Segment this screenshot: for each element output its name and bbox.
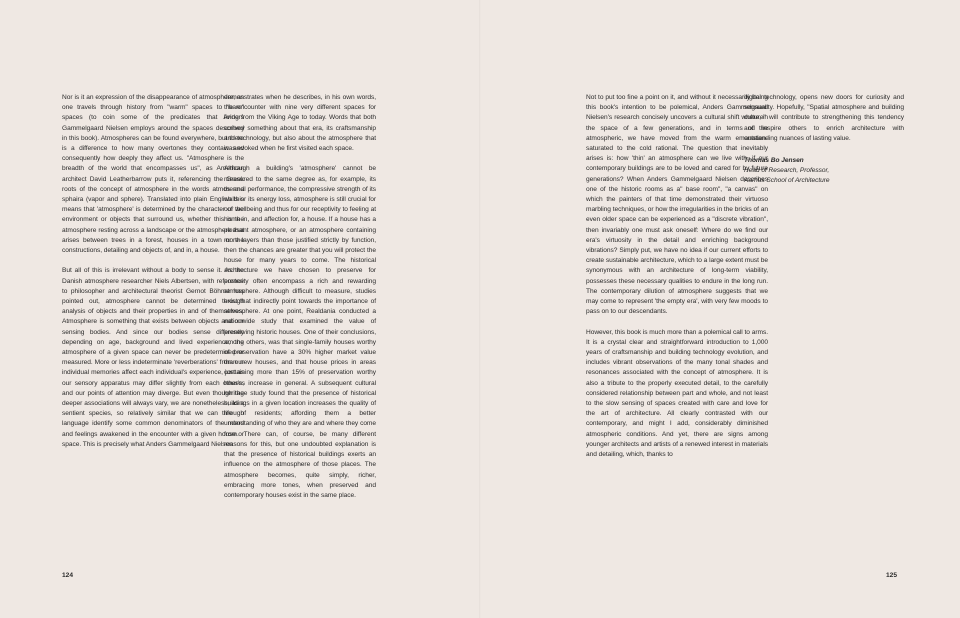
author-name: Thomas Bo Jensen: [744, 157, 804, 165]
right-column-1: [586, 93, 768, 470]
paragraph: digital technology, opens new doors for curiosity and sensuality. Hopefully, "Spatial atmosphere and building culture" will contribute to strengthening this tendency and inspire others to enrich architecture with outstanding nuances of lasting value.: [744, 94, 904, 142]
page-number-right: 125: [886, 572, 898, 579]
paragraph: But all of this is irrelevant without a body to sense it. As the Danish atmosphere researcher Niels Albertsen, with reference to philosopher and architectural theorist Gernot Böhme has pointed out, atmosphere cannot be determined through analysis of objects and their properties in and of themselves. Atmosphere is something that exists between objects and our sensing bodies. And since our bodies sense differently depending on age, background and lived experience, the atmosphere of a given space can never be predetermined or measured. More or less indeterminate 'reverberations' from our individual memories affect each individual's experience, just as our sensory apparatus may differ slightly from each other's, and our points of attention may diverge. But even though the deeper associations will always vary, we are nonetheless, as a sentient species, so relatively similar that we can through language identify some common denominators of the mood and feelings awakened in the encounter with a given house or space. This is precisely what Anders Gammelgaard Nielsen: [62, 267, 244, 448]
author-school: Aarhus School of Architecture: [744, 177, 830, 185]
author-title: Head of Research, Professor,: [744, 167, 830, 175]
paragraph: Not to put too fine a point on it, and without it necessarily being this book's intention to be polemical, Anders Gammelgaard Nielsen's research concisely uncovers a cultural shift where, in the space of a few generations, and in terms of the atmospheric, we have moved from the warm emanation-saturated to the cold rational. The question that inevitably arises is: how 'thin' an atmosphere can we live with, if our contemporary buildings are to be loved and cared for by future generations? When Anders Gammelgaard Nielsen describes one of the historic rooms as a" base room", "a canvas" on which the painters of that time demonstrated their virtuoso marbling techniques, or how the irregularities in the bricks of an even older space can be experienced as a "discrete vibration", then invariably one must ask oneself: Where do we find our era's virtuosity in the detail and enriching background vibrations? Simply put, we have no idea if our current efforts to create sustainable architecture, which to a large extent must be synonymous with an architecture of long-term viability, possesses these necessary qualities to endure in the long run. The contemporary dilution of atmosphere suggests that we may come to represent 'the empty era', with very few moods to pass on to our descendants.: [586, 94, 768, 316]
paragraph: However, this book is much more than a polemical call to arms. It is a crystal clear and straightforward introduction to 1,000 years of craftsmanship and building technology evolution, and includes vibrant observations of the many tonal shades and resonances associated with the concept of atmosphere. It is also a tribute to the properly executed detail, to the carefully considered relationship between part and whole, and not least to the slow sensing of spaces created with care and love for the art of architecture. All clearly contrasted with our contemporary, and might I add, considerably diminished atmospheric conditions. And yet, there are signs among younger architects and artists of a renewed interest in materials and detailing, which, thanks to: [586, 328, 768, 459]
right-column-2: [744, 93, 904, 187]
author-signature: [744, 156, 904, 187]
paragraph: Nor is it an expression of the disappearance of atmosphere, as one travels through history from "warm" spaces to "bare" spaces (to coin some of the predicates that Anders Gammelgaard Nielsen employs around the spaces described in this book). Atmospheres can be found everywhere, but there is a difference to how many overtones they contain and consequently how deeply they affect us. "Atmosphere is the breadth of the world that encompasses us", as American architect David Leatherbarrow puts it, referencing the Greek roots of the concept of atmosphere in the words atmos and sphaira (vapor and sphere). Translated into plain English this means that 'atmosphere' is determined by the character of the environment or objects that surround us, whether this is the atmosphere resting across a landscape or the atmosphere that arises between trees in a forest, houses in a town or the constructions, detailing and objects of, and in, a house.: [62, 94, 244, 255]
paragraph: Although a building's 'atmosphere' cannot be measured to the same degree as, for example, its thermal performance, the compressive strength of its walls or its energy loss, atmosphere is still crucial for our wellbeing and thus for our receptivity to feeling at home in, and affection for, a house. If a house has a pleasant atmosphere, or an atmosphere containing more layers than those justified strictly by function, then the chances are greater that you will protect the house for many years to come. The historical architecture we have chosen to preserve for posterity often encompass a rich and rewarding atmosphere. Although difficult to measure, studies exist that indirectly point towards the importance of atmosphere. At one point, Realdania conducted a nationwide study that examined the value of preserving historic houses. One of their conclusions, among others, was that single-family houses worthy of preservation have a 30% higher market value than new houses, and that house prices in areas containing more than 15% of preservation worthy houses increase in general. A subsequent cultural heritage study found that the presence of historical buildings in a given location increases the quality of life of residents; affording them a better understanding of who they are and where they come from. There can, of course, be many different reasons for this, but one undoubted explanation is that the presence of historical buildings exerts an influence on the atmosphere of those places. The atmosphere becomes, quite simply, richer, embracing more tones, when preserved and contemporary houses exist in the same place.: [224, 165, 376, 499]
left-column-1: [62, 93, 244, 460]
right-page: [480, 0, 960, 618]
left-column-2: [224, 93, 376, 511]
paragraph: demonstrates when he describes, in his own words, the encounter with nine very different spaces for living from the Viking Age to today. Words that both convey something about that era, its craftsmanship and technology, but also about the atmosphere that was evoked when he first visited each space.: [224, 94, 376, 153]
page-number-left: 124: [62, 572, 74, 579]
